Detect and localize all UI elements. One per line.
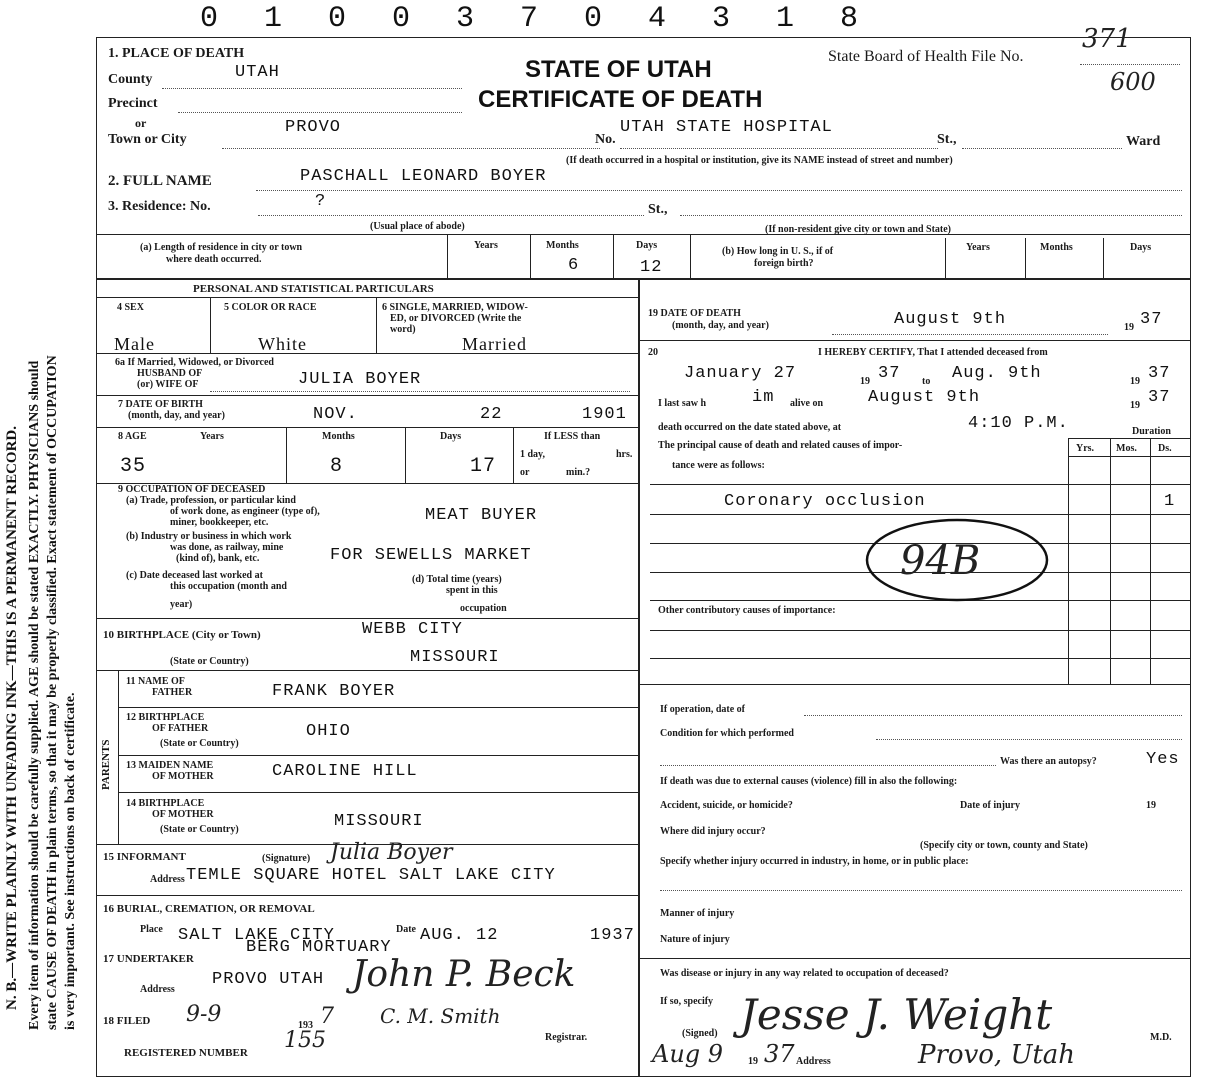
other-causes-label: Other contributory causes of importance: xyxy=(658,605,836,616)
death-date-label-a: 19 DATE OF DEATH xyxy=(648,308,741,319)
death-year-prefix: 19 xyxy=(1124,322,1134,333)
full-name-label: 2. FULL NAME xyxy=(108,173,212,189)
certify-text: I HEREBY CERTIFY, That I attended deceased from xyxy=(818,347,1048,358)
filed-value: 9-9 xyxy=(186,1002,222,1027)
undertaker-signature: John P. Beck xyxy=(352,954,576,995)
informant-label: 15 INFORMANT xyxy=(103,851,186,863)
age-less-day: 1 day, xyxy=(520,449,546,460)
us-months-header: Months xyxy=(1040,242,1073,253)
undertaker-label: 17 UNDERTAKER xyxy=(103,953,194,965)
years-header: Years xyxy=(474,240,498,251)
burial-place-label: Place xyxy=(140,924,163,935)
ward-label: Ward xyxy=(1126,134,1161,149)
marital-label-a: 6 SINGLE, MARRIED, WIDOW- xyxy=(382,302,528,313)
md-label: M.D. xyxy=(1150,1032,1172,1043)
father-bp-label-a: 12 BIRTHPLACE xyxy=(126,712,205,723)
occupation-a1: (a) Trade, profession, or particular kind xyxy=(126,495,296,506)
occupation-b1: (b) Industry or business in which work xyxy=(126,531,292,542)
birth-date-label-a: 7 DATE OF BIRTH xyxy=(118,399,203,410)
place-of-death-label: 1. PLACE OF DEATH xyxy=(108,46,245,61)
residence-label: 3. Residence: No. xyxy=(108,199,211,214)
occupation-a2: of work done, as engineer (type of), xyxy=(170,506,320,517)
father-birthplace: OHIO xyxy=(306,722,351,741)
registered-number: 155 xyxy=(284,1028,326,1053)
marital-label-b: ED, or DIVORCED (Write the xyxy=(390,313,522,324)
registrar-label: Registrar. xyxy=(545,1032,588,1043)
alive-date: August 9th xyxy=(868,388,981,407)
duration-label: Duration xyxy=(1132,426,1171,437)
birthplace-state-label: (State or Country) xyxy=(170,656,249,667)
death-time: 4:10 P.M. xyxy=(968,414,1069,433)
burial-label: 16 ⁠BURIAL, CREMATION, OR REMOVAL xyxy=(103,903,315,915)
registrar-signature: C. M. Smith xyxy=(380,1004,501,1028)
signed-label: (Signed) xyxy=(682,1028,718,1039)
street-label: St., xyxy=(937,132,957,147)
attended-to-year: 37 xyxy=(1148,364,1171,383)
physician-signature: Jesse J. Weight xyxy=(740,990,1053,1039)
age-years-label: Years xyxy=(200,431,224,442)
burial-year: 1937 xyxy=(590,926,635,945)
attended-from-year: 37 xyxy=(878,364,901,383)
no-label: No. xyxy=(595,132,616,147)
spouse-label-a: 6a If Married, Widowed, or Divorced xyxy=(115,357,274,368)
accident-label: Accident, suicide, or homicide? xyxy=(660,800,793,811)
cause-label-b: tance were as follows: xyxy=(672,460,765,471)
town-label: Town or City xyxy=(108,132,187,147)
filed-label: 18 FILED xyxy=(103,1015,151,1027)
physician-date: Aug 9 xyxy=(652,1040,724,1068)
occupation-b3: (kind of), bank, etc. xyxy=(176,553,260,564)
color-value: White xyxy=(258,334,307,354)
certificate-title: CERTIFICATE OF DEATH xyxy=(478,86,763,113)
from-year-prefix: 19 xyxy=(860,376,870,387)
or-label: or xyxy=(135,116,147,130)
registered-label: REGISTERED NUMBER xyxy=(124,1047,248,1059)
occupation-c3: year) xyxy=(170,599,193,610)
classification-code: 94B xyxy=(900,538,981,584)
father-label-b: FATHER xyxy=(152,687,193,698)
mother-birthplace: MISSOURI xyxy=(334,812,424,831)
state-file-number-2: 600 xyxy=(1110,68,1156,96)
death-year-suffix: 37 xyxy=(1140,310,1163,329)
duration-mos: Mos. xyxy=(1116,443,1137,454)
injury-date-label: Date of injury xyxy=(960,800,1020,811)
manner-label: Manner of injury xyxy=(660,908,735,919)
certify-num: 20 xyxy=(648,347,658,358)
institution-value: UTAH STATE HOSPITAL xyxy=(620,118,833,137)
burial-place: SALT LAKE CITY xyxy=(178,926,335,945)
death-date-value: August 9th xyxy=(894,310,1007,329)
color-label: 5 COLOR OR RACE xyxy=(224,302,317,313)
state-heading: STATE OF UTAH xyxy=(525,56,712,83)
nonresident-label: (If non-resident give city or town and State) xyxy=(765,224,952,235)
birth-day: 22 xyxy=(480,405,503,424)
specify-location-label: (Specify city or town, county and State) xyxy=(920,840,1088,851)
us-years-header: Years xyxy=(966,242,990,253)
state-file-label: State Board of Health File No. xyxy=(828,48,1024,65)
death-date-label-b: (month, day, and year) xyxy=(672,320,769,331)
age-hrs: hrs. xyxy=(616,449,633,460)
nature-label: Nature of injury xyxy=(660,934,730,945)
alive-on-label: alive on xyxy=(790,398,824,409)
us-label-a: (b) How long in U. S., if of xyxy=(722,246,834,257)
side-note-line3: state CAUSE OF DEATH in plain terms, so that it may be properly classified. Exact statement of OCCUPATION xyxy=(45,355,60,1030)
occupation-c2: this occupation (month and xyxy=(170,581,287,592)
operation-label: If operation, date of xyxy=(660,704,745,715)
to-year-prefix: 19 xyxy=(1130,376,1140,387)
spouse-label-b: HUSBAND OF xyxy=(137,368,203,379)
physician-address-label: Address xyxy=(796,1056,831,1067)
marital-value: Married xyxy=(462,334,527,354)
us-days-header: Days xyxy=(1130,242,1152,253)
precinct-label: Precinct xyxy=(108,96,158,111)
undertaker-value: BERG MORTUARY xyxy=(246,938,392,957)
death-occurred-label: death occurred on the date stated above, at xyxy=(658,422,842,433)
father-bp-label-c: (State or Country) xyxy=(160,738,239,749)
birth-year: 1901 xyxy=(582,405,627,424)
external-causes-label: If death was due to external causes (violence) fill in also the following: xyxy=(660,776,958,787)
county-label: County xyxy=(108,72,153,87)
residence-months: 6 xyxy=(568,256,580,275)
filed-year-suffix: 7 xyxy=(320,1004,334,1029)
age-days-label: Days xyxy=(440,431,462,442)
occupation-d2: spent in this xyxy=(446,585,498,596)
physician-year: 37 xyxy=(764,1040,795,1068)
birthplace-label: 10 BIRTHPLACE (City or Town) xyxy=(103,629,261,641)
age-min: min.? xyxy=(566,467,591,478)
informant-sig-label: (Signature) xyxy=(262,853,311,864)
filed-year-prefix: 193 xyxy=(298,1020,313,1031)
age-or: or xyxy=(520,467,530,478)
residence-st-label: St., xyxy=(648,202,668,217)
occupation-b2: was done, as railway, mine xyxy=(170,542,284,553)
last-saw-him: im xyxy=(752,388,775,407)
autopsy-value: Yes xyxy=(1146,750,1180,769)
where-injury-label: Where did injury occur? xyxy=(660,826,766,837)
mother-bp-label-a: 14 BIRTHPLACE xyxy=(126,798,205,809)
residence-no: ? xyxy=(315,192,327,211)
physician-year-prefix: 19 xyxy=(748,1056,758,1067)
alive-year: 37 xyxy=(1148,388,1171,407)
occupation-trade: MEAT BUYER xyxy=(425,506,538,525)
informant-address: TEMLE SQUARE HOTEL SALT LAKE CITY xyxy=(186,866,556,885)
county-value: UTAH xyxy=(235,63,280,82)
mother-label-b: OF MOTHER xyxy=(152,771,214,782)
birth-month: NOV. xyxy=(313,405,358,424)
occupation-c1: (c) Date deceased last worked at xyxy=(126,570,263,581)
mother-bp-label-c: (State or Country) xyxy=(160,824,239,835)
side-note-line2: Every item of information should be carefully supplied. AGE should be stated EXACTLY. PHYSICIANS should xyxy=(27,360,42,1030)
sex-value: Male xyxy=(114,334,155,354)
disease-related-label: Was disease or injury in any way related to occupation of deceased? xyxy=(660,968,949,979)
personal-header: PERSONAL AND STATISTICAL PARTICULARS xyxy=(193,283,434,295)
full-name-value: PASCHALL LEONARD BOYER xyxy=(300,167,547,186)
parents-side-label: PARENTS xyxy=(100,739,112,790)
age-months: 8 xyxy=(330,455,344,478)
usual-abode-label: (Usual place of abode) xyxy=(370,221,465,232)
age-years: 35 xyxy=(120,455,147,478)
sex-label: 4 SEX xyxy=(117,302,144,313)
institution-note: (If death occurred in a hospital or institution, give its NAME instead of street and number) xyxy=(566,155,953,166)
age-months-label: Months xyxy=(322,431,355,442)
attended-to: Aug. 9th xyxy=(952,364,1042,383)
alive-year-prefix: 19 xyxy=(1130,400,1140,411)
age-days: 17 xyxy=(470,455,497,478)
cause-of-death: Coronary occlusion xyxy=(724,492,926,511)
side-note-line4: is very important. See instructions on back of certificate. xyxy=(63,692,78,1030)
physician-address: Provo, Utah xyxy=(918,1040,1076,1070)
to-label: to xyxy=(922,376,931,387)
age-label: 8 AGE xyxy=(118,431,147,442)
residence-days: 12 xyxy=(640,258,663,277)
father-name: FRANK BOYER xyxy=(272,682,396,701)
birthplace-state: MISSOURI xyxy=(410,648,500,667)
mother-label-a: 13 MAIDEN NAME xyxy=(126,760,214,771)
last-saw-label: I last saw h xyxy=(658,398,707,409)
side-note-line1: N. B.—WRITE PLAINLY WITH UNFADING INK—THIS IS A PERMANENT RECORD. xyxy=(4,426,20,1010)
birth-date-label-b: (month, day, and year) xyxy=(128,410,225,421)
state-file-number: 371 xyxy=(1082,24,1132,54)
days-header: Days xyxy=(636,240,658,251)
town-value: PROVO xyxy=(285,118,342,137)
cause-label-a: The principal cause of death and related causes of impor- xyxy=(658,440,903,451)
if-so-label: If so, specify xyxy=(660,996,714,1007)
occupation-label: 9 OCCUPATION OF DECEASED xyxy=(118,484,266,495)
age-less-label: If LESS than xyxy=(544,431,601,442)
length-label-a: (a) Length of residence in city or town xyxy=(140,242,303,253)
father-bp-label-b: OF FATHER xyxy=(152,723,209,734)
serial-number: 0 1 0 0 3 7 0 4 3 1 8 xyxy=(200,2,873,36)
cause-duration: 1 xyxy=(1164,492,1176,511)
us-label-b: foreign birth? xyxy=(754,258,814,269)
industry-label: Specify whether injury occurred in industry, in home, or in public place: xyxy=(660,856,969,867)
undertaker-address-label: Address xyxy=(140,984,175,995)
mother-name: CAROLINE HILL xyxy=(272,762,418,781)
burial-date-label: Date xyxy=(396,924,416,935)
occupation-industry: FOR SEWELLS MARKET xyxy=(330,546,532,565)
duration-yrs: Yrs. xyxy=(1076,443,1095,454)
occupation-d3: occupation xyxy=(460,603,507,614)
attended-from: January 27 xyxy=(684,364,797,383)
informant-signature: Julia Boyer xyxy=(330,840,453,865)
autopsy-label: Was there an autopsy? xyxy=(1000,756,1097,767)
marital-label-c: word) xyxy=(390,324,416,335)
duration-ds: Ds. xyxy=(1158,443,1172,454)
injury-year-prefix: 19 xyxy=(1146,800,1156,811)
mother-bp-label-b: OF MOTHER xyxy=(152,809,214,820)
months-header: Months xyxy=(546,240,579,251)
undertaker-address: PROVO UTAH xyxy=(212,970,325,989)
occupation-d1: (d) Total time (years) xyxy=(412,574,502,585)
spouse-label-c: (or) WIFE OF xyxy=(137,379,199,390)
father-label-a: 11 NAME OF xyxy=(126,676,185,687)
burial-date: AUG. 12 xyxy=(420,926,499,945)
length-label-b: where death occurred. xyxy=(166,254,262,265)
condition-label: Condition for which performed xyxy=(660,728,794,739)
birthplace-city: WEBB CITY xyxy=(362,620,463,639)
spouse-value: JULIA BOYER xyxy=(298,370,422,389)
occupation-a3: miner, bookkeeper, etc. xyxy=(170,517,269,528)
informant-address-label: Address xyxy=(150,874,185,885)
